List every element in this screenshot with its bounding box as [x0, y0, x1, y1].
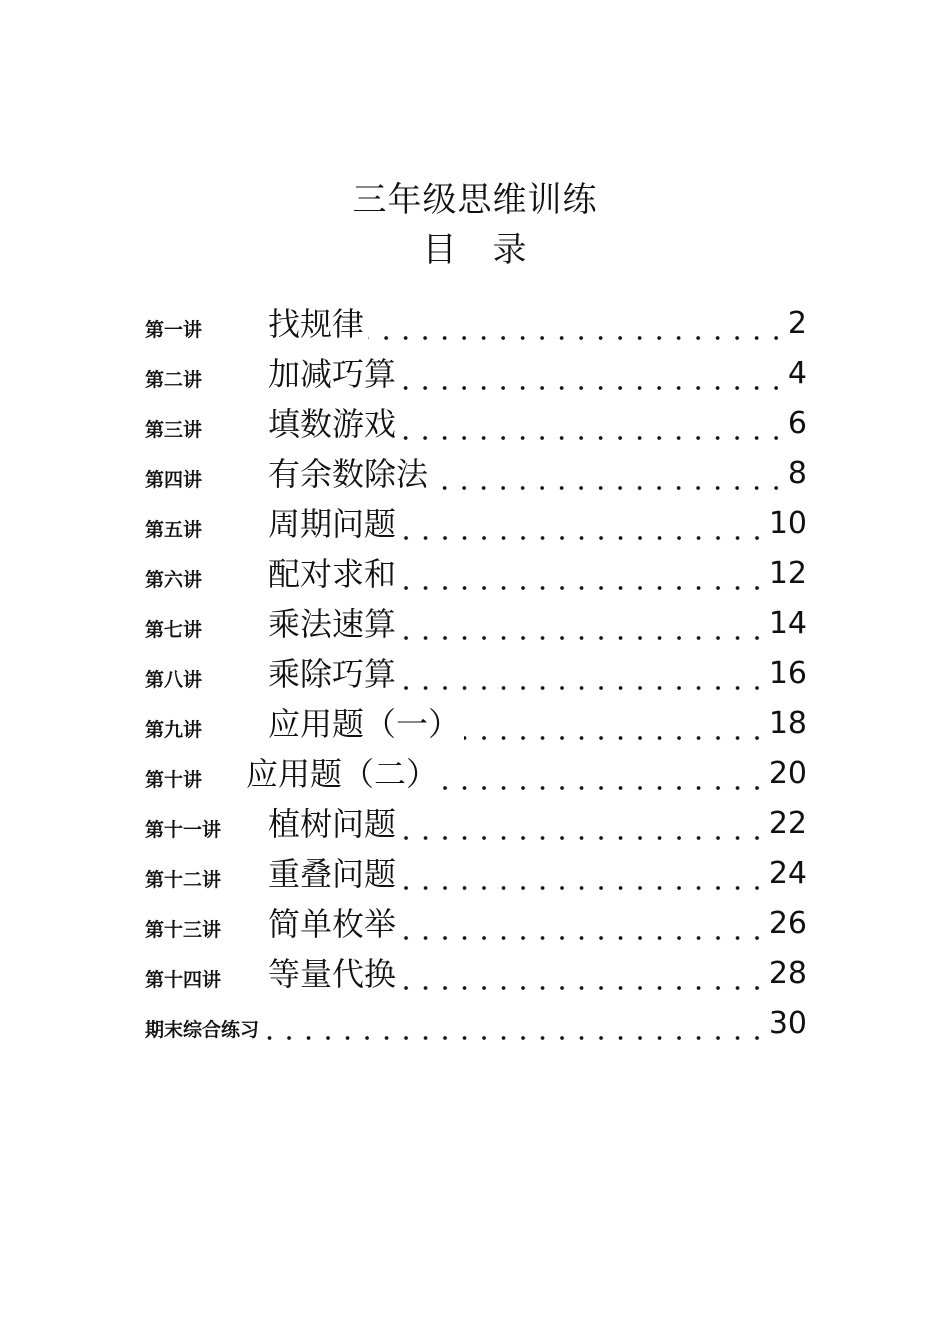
- lecture-topic: 乘除巧算: [268, 655, 397, 693]
- lecture-topic: 等量代换: [268, 955, 397, 993]
- lecture-number: 第九讲: [145, 718, 203, 741]
- toc-entry-10[interactable]: [145, 749, 807, 799]
- dot-leader: [368, 299, 786, 349]
- dot-leader: [400, 849, 767, 899]
- toc-entry-2[interactable]: [145, 349, 807, 399]
- toc-entry-5[interactable]: [145, 499, 807, 549]
- dot-leader: [432, 449, 786, 499]
- page-title: 三年级思维训练: [352, 180, 598, 220]
- page-number: 12: [768, 556, 807, 591]
- toc-entry-1[interactable]: [145, 299, 807, 349]
- page-number: 14: [768, 606, 807, 641]
- dot-leader: [400, 649, 767, 699]
- lecture-number: 第四讲: [145, 468, 203, 491]
- lecture-number: 第六讲: [145, 568, 203, 591]
- lecture-topic: 周期问题: [268, 505, 397, 543]
- page-number: 8: [787, 456, 807, 491]
- page-number: 26: [768, 906, 807, 941]
- dot-leader: [400, 599, 767, 649]
- lecture-number: 第三讲: [145, 418, 203, 441]
- lecture-topic: 应用题（二）: [246, 755, 439, 793]
- page-number: 20: [768, 756, 807, 791]
- lecture-topic: 简单枚举: [268, 905, 397, 943]
- dot-leader: [400, 399, 786, 449]
- dot-leader: [400, 899, 767, 949]
- lecture-topic: 找规律: [268, 305, 365, 343]
- dot-leader: [400, 549, 767, 599]
- dot-leader: [464, 699, 767, 749]
- lecture-number: 第十二讲: [145, 868, 222, 891]
- lecture-topic: 重叠问题: [268, 855, 397, 893]
- dot-leader: [400, 349, 786, 399]
- lecture-number: 第十四讲: [145, 968, 222, 991]
- lecture-number: 第七讲: [145, 618, 203, 641]
- page-number: 22: [768, 806, 807, 841]
- page-number: 24: [768, 856, 807, 891]
- toc-entry-7[interactable]: [145, 599, 807, 649]
- lecture-topic: 应用题（一）: [268, 705, 461, 743]
- toc-entry-14[interactable]: [145, 949, 807, 999]
- toc-entry-13[interactable]: [145, 899, 807, 949]
- page-number: 10: [768, 506, 807, 541]
- toc-entry-12[interactable]: [145, 849, 807, 899]
- dot-leader: [400, 949, 767, 999]
- toc-entry-9[interactable]: [145, 699, 807, 749]
- lecture-number: 第一讲: [145, 318, 203, 341]
- page-number: 16: [768, 656, 807, 691]
- page-number: 18: [768, 706, 807, 741]
- lecture-topic: 植树问题: [268, 805, 397, 843]
- lecture-topic: 乘法速算: [268, 605, 397, 643]
- dot-leader: [442, 749, 767, 799]
- lecture-topic: 填数游戏: [268, 405, 397, 443]
- lecture-number: 第十一讲: [145, 818, 222, 841]
- lecture-topic: 配对求和: [268, 555, 397, 593]
- toc-entry-3[interactable]: [145, 399, 807, 449]
- lecture-number: 第八讲: [145, 668, 203, 691]
- dot-leader: [400, 499, 767, 549]
- page-number: 30: [768, 1006, 807, 1041]
- toc-heading: 目 录: [422, 230, 528, 270]
- lecture-topic: 加减巧算: [268, 355, 397, 393]
- toc-entry-4[interactable]: [145, 449, 807, 499]
- lecture-topic: 有余数除法: [268, 455, 429, 493]
- dot-leader: [400, 799, 767, 849]
- page-number: 6: [787, 406, 807, 441]
- lecture-number: 第二讲: [145, 368, 203, 391]
- toc-entry-11[interactable]: [145, 799, 807, 849]
- lecture-number: 第十三讲: [145, 918, 222, 941]
- toc-entry-6[interactable]: [145, 549, 807, 599]
- table-of-contents: [145, 299, 807, 1049]
- dot-leader: [263, 999, 767, 1049]
- toc-entry-final[interactable]: [145, 999, 807, 1049]
- lecture-number: 第五讲: [145, 518, 203, 541]
- toc-entry-8[interactable]: [145, 649, 807, 699]
- lecture-number: 第十讲: [145, 768, 203, 791]
- page-number: 4: [787, 356, 807, 391]
- page-number: 2: [787, 306, 807, 341]
- final-review-title: 期末综合练习: [145, 1018, 260, 1041]
- page-number: 28: [768, 956, 807, 991]
